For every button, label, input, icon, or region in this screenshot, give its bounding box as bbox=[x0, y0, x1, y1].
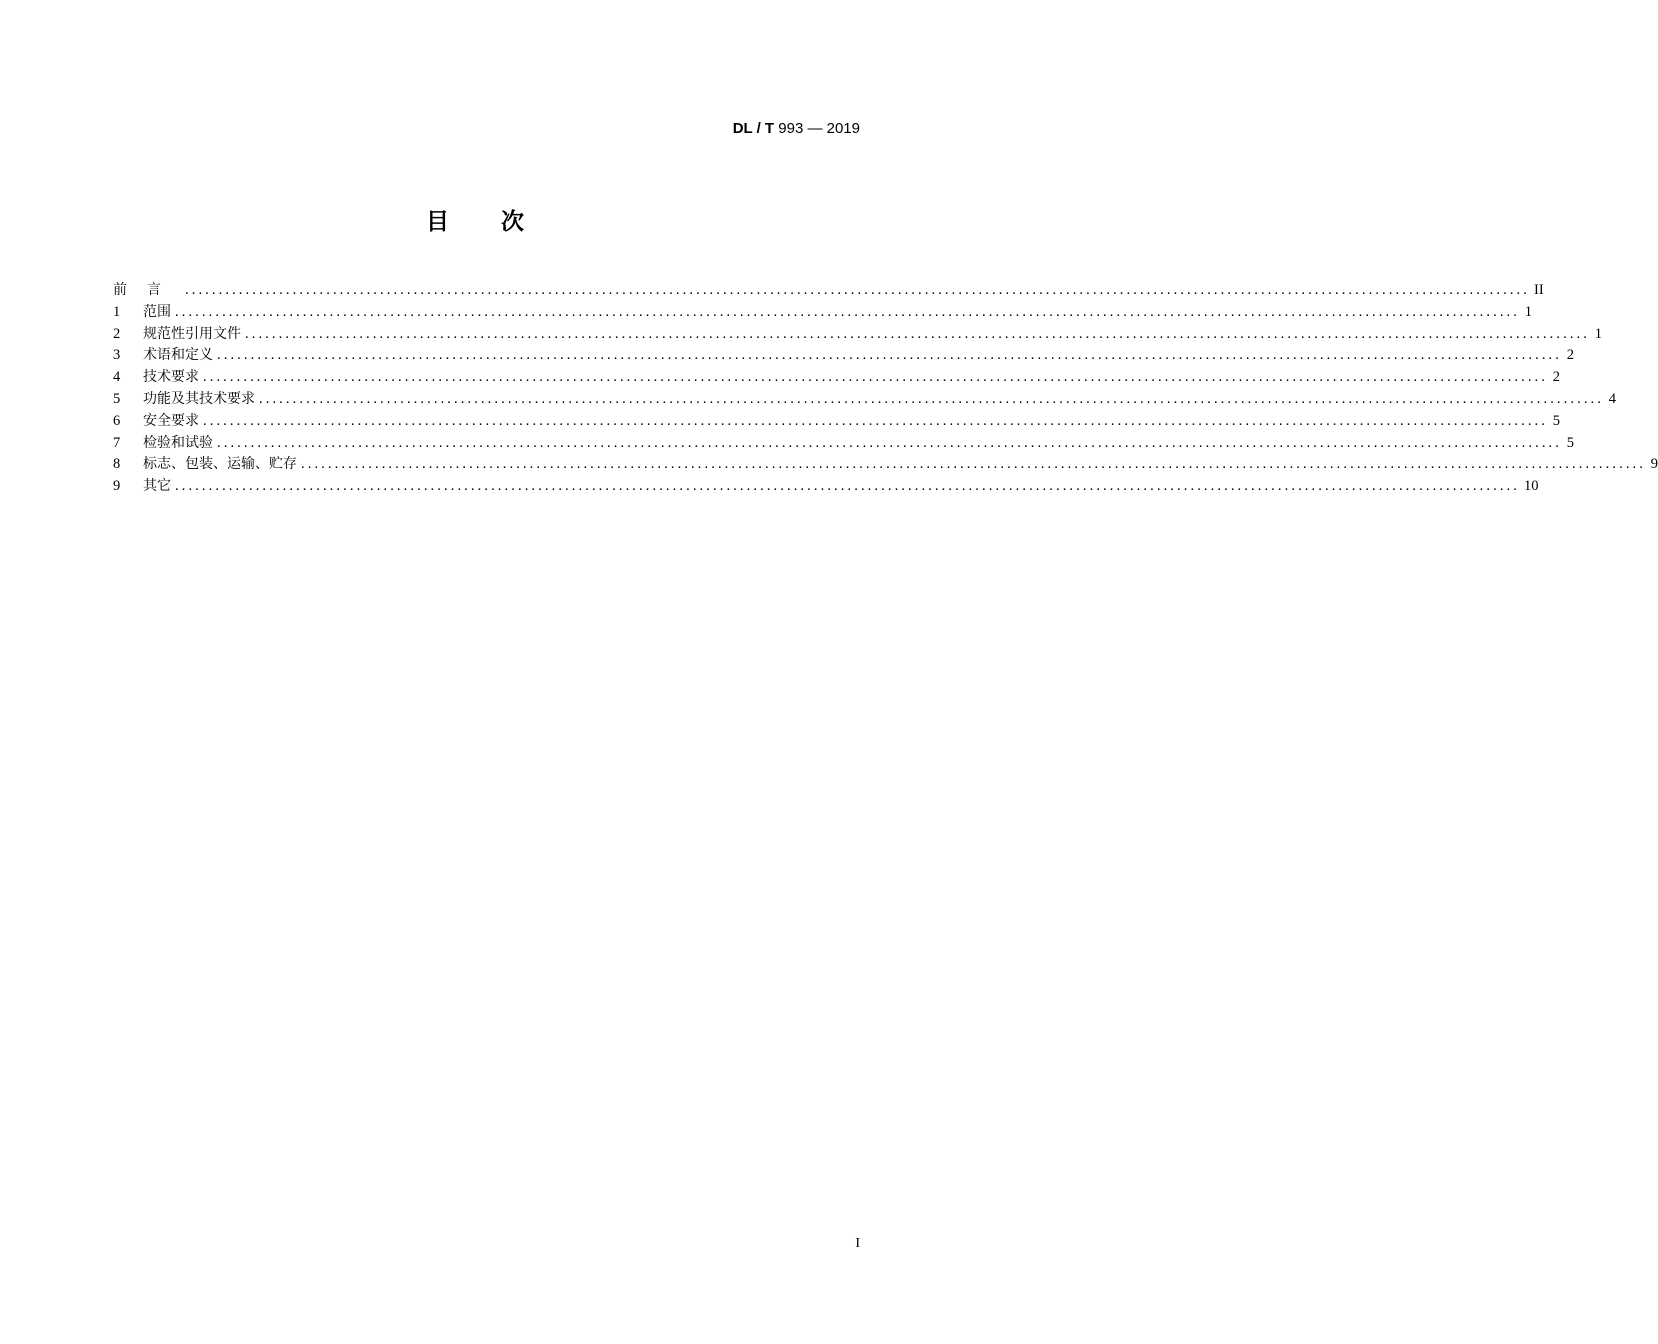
toc-entry-3[interactable] bbox=[113, 345, 1574, 367]
page-title-char-1: 目 bbox=[426, 209, 449, 235]
toc-entry-2[interactable] bbox=[113, 324, 1602, 346]
toc-entry-page: 5 bbox=[1552, 412, 1560, 429]
page-title-char-2: 次 bbox=[501, 209, 524, 235]
toc-entry-page: 1 bbox=[1594, 325, 1602, 342]
toc-entry-foreword[interactable] bbox=[113, 280, 1544, 302]
toc-entry-label: 规范性引用文件 bbox=[143, 325, 241, 342]
toc-leader-dots: ........................................................................................................................................................................................................ bbox=[175, 303, 1520, 320]
toc-entry-page: 10 bbox=[1524, 478, 1539, 495]
document-code-number: 993 — 2019 bbox=[778, 120, 860, 137]
toc-entry-label: 安全要求 bbox=[143, 412, 199, 429]
document-code bbox=[733, 120, 860, 137]
toc-entry-number: 5 bbox=[113, 390, 121, 407]
toc-entry-page: II bbox=[1534, 282, 1544, 298]
page-number: I bbox=[855, 1236, 860, 1251]
toc-entry-page: 2 bbox=[1566, 347, 1574, 364]
toc-entry-page: 9 bbox=[1650, 456, 1658, 473]
document-code-prefix: DL / T bbox=[732, 120, 775, 137]
toc-entry-number: 6 bbox=[113, 412, 121, 429]
toc-entry-6[interactable] bbox=[113, 411, 1560, 433]
toc-entry-number: 8 bbox=[113, 456, 121, 473]
toc-entry-number: 4 bbox=[113, 369, 121, 386]
toc-entry-number: 2 bbox=[113, 325, 121, 342]
toc-entry-label: 前言 bbox=[113, 282, 181, 298]
toc-entry-label: 其它 bbox=[143, 478, 171, 495]
toc-entry-1[interactable] bbox=[113, 302, 1532, 324]
toc-leader-dots: ........................................................................................................................................................................................................ bbox=[217, 347, 1562, 364]
toc-entry-label: 标志、包装、运输、贮存 bbox=[143, 456, 297, 473]
toc-entry-number: 3 bbox=[113, 347, 121, 364]
toc-entry-8[interactable] bbox=[113, 454, 1658, 476]
toc-entry-number: 1 bbox=[113, 303, 121, 320]
page-title bbox=[0, 203, 950, 236]
toc-entry-label: 检验和试验 bbox=[143, 434, 213, 451]
table-of-contents bbox=[113, 280, 1658, 498]
toc-entry-page: 5 bbox=[1566, 434, 1574, 451]
toc-entry-5[interactable] bbox=[113, 389, 1616, 411]
toc-leader-dots: ........................................................................................................................................................................................................ bbox=[301, 456, 1646, 473]
toc-leader-dots: ........................................................................................................................................................................................................ bbox=[185, 282, 1530, 298]
toc-leader-dots: ........................................................................................................................................................................................................ bbox=[203, 369, 1548, 386]
toc-entry-page: 4 bbox=[1608, 390, 1616, 407]
toc-entry-page: 2 bbox=[1552, 369, 1560, 386]
toc-entry-label: 技术要求 bbox=[143, 369, 199, 386]
toc-entry-7[interactable] bbox=[113, 433, 1574, 455]
toc-entry-page: 1 bbox=[1524, 303, 1532, 320]
toc-leader-dots: ........................................................................................................................................................................................................ bbox=[175, 478, 1520, 495]
toc-leader-dots: ........................................................................................................................................................................................................ bbox=[259, 390, 1604, 407]
toc-entry-number: 7 bbox=[113, 434, 121, 451]
toc-entry-label: 术语和定义 bbox=[143, 347, 213, 364]
toc-leader-dots: ........................................................................................................................................................................................................ bbox=[203, 412, 1548, 429]
toc-entry-number: 9 bbox=[113, 478, 121, 495]
toc-leader-dots: ........................................................................................................................................................................................................ bbox=[217, 434, 1562, 451]
toc-leader-dots: ........................................................................................................................................................................................................ bbox=[245, 325, 1590, 342]
toc-entry-9[interactable] bbox=[113, 476, 1539, 498]
toc-entry-label: 范围 bbox=[143, 303, 171, 320]
toc-entry-4[interactable] bbox=[113, 367, 1560, 389]
toc-entry-label: 功能及其技术要求 bbox=[143, 390, 255, 407]
